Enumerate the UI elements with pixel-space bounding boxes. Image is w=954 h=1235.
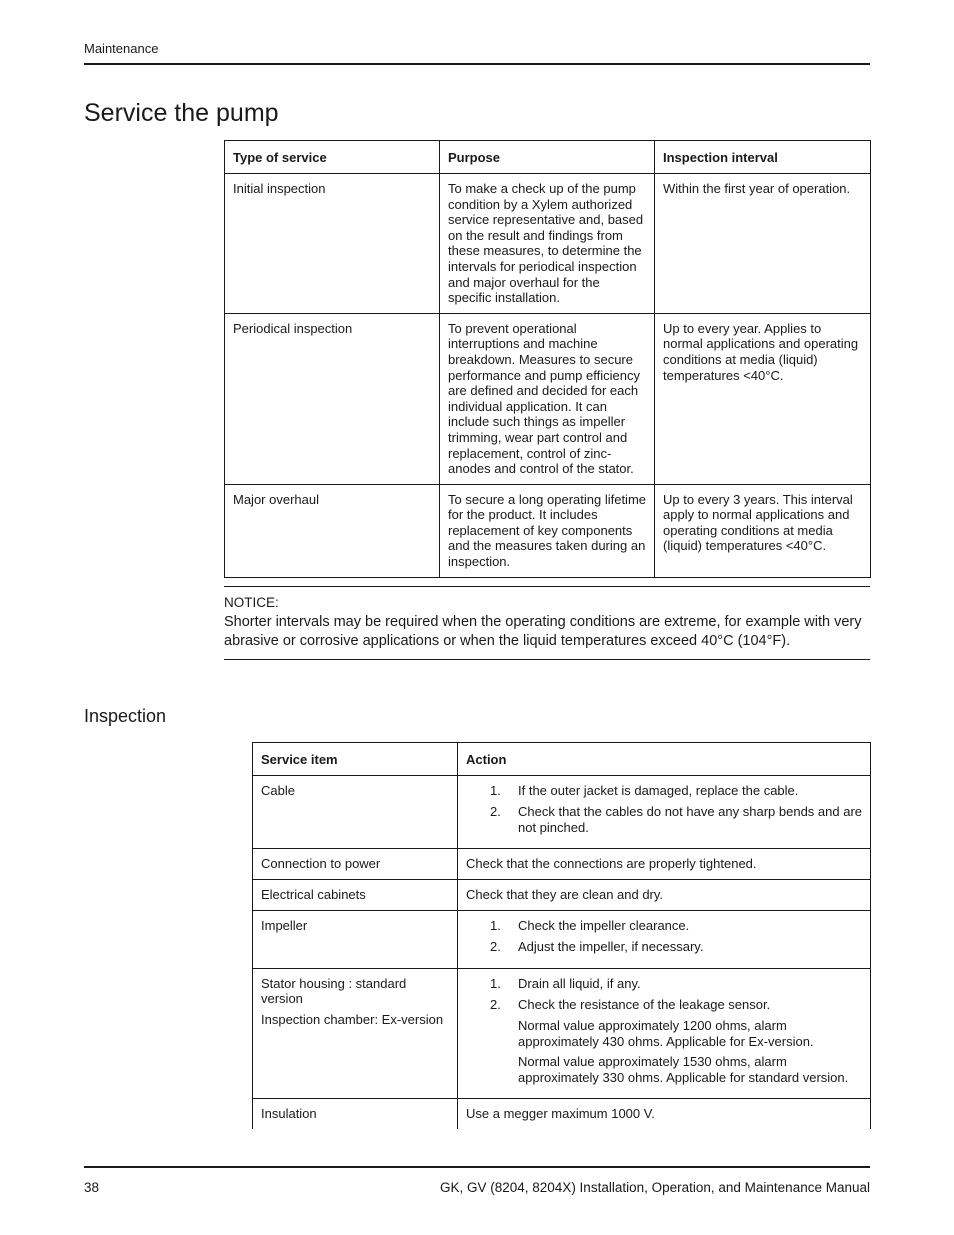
running-header: Maintenance — [84, 41, 159, 56]
action-cell — [458, 968, 871, 1099]
column-header: Inspection interval — [655, 141, 871, 174]
service-item-cell — [253, 910, 458, 968]
service-item-cell — [253, 1099, 458, 1129]
purpose-cell: To make a check up of the pump condition by a Xylem authorized service representative and, based on the result and findings from these measures, to determine the intervals for periodical inspection and major overhaul for the specific installation. — [440, 174, 655, 314]
action-step — [466, 997, 862, 1085]
table-header-row — [253, 743, 871, 776]
service-item-label: Electrical cabinets — [261, 886, 366, 902]
footer-title: GK, GV (8204, 8204X) Installation, Operation, and Maintenance Manual — [439, 1180, 870, 1195]
table-row — [225, 174, 871, 314]
service-item-label: Inspection chamber: Ex-version — [261, 1011, 444, 1027]
table-row — [253, 910, 871, 968]
action-cell: Check that they are clean and dry. — [458, 879, 871, 910]
section-heading-inspection: Inspection — [84, 706, 167, 726]
service-item-cell — [253, 849, 458, 880]
service-intervals-table — [224, 140, 871, 578]
service-item-label: Connection to power — [261, 856, 381, 872]
step-number: 2. — [490, 804, 501, 820]
action-step — [466, 976, 862, 992]
table-row — [225, 484, 871, 577]
column-header: Purpose — [440, 141, 655, 174]
notice-text: Shorter intervals may be required when the operating conditions are extreme, for example with very abrasive or corrosive applications or when the liquid temperatures exceed 40°C (104°F). — [224, 614, 862, 649]
action-cell — [458, 775, 871, 849]
notice-title: NOTICE: — [224, 595, 279, 610]
page-number: 38 — [84, 1180, 100, 1195]
interval-cell: Up to every 3 years. This interval apply to normal applications and operating conditions at media (liquid) temperatures <40°C. — [655, 484, 871, 577]
action-steps-list — [466, 976, 862, 1086]
table-row — [253, 879, 871, 910]
table-row — [253, 849, 871, 880]
action-steps-list — [466, 918, 862, 955]
step-number: 1. — [490, 917, 501, 933]
step-number: 2. — [490, 939, 501, 955]
page-title: Service the pump — [84, 99, 279, 127]
column-header: Type of service — [225, 141, 440, 174]
step-text: If the outer jacket is damaged, replace the cable. — [518, 782, 799, 798]
service-item-cell — [253, 775, 458, 849]
table-row — [225, 313, 871, 484]
action-cell: Check that the connections are properly tightened. — [458, 849, 871, 880]
step-text: Check the impeller clearance. — [518, 917, 690, 933]
step-number: 1. — [490, 782, 501, 798]
column-header: Action — [458, 743, 871, 776]
action-step — [466, 783, 862, 799]
interval-cell: Within the first year of operation. — [655, 174, 871, 314]
service-item-label: Insulation — [261, 1106, 317, 1122]
service-type-cell: Periodical inspection — [225, 313, 440, 484]
service-type-cell: Initial inspection — [225, 174, 440, 314]
step-note: Normal value approximately 1200 ohms, alarm approximately 430 ohms. Applicable for Ex-version. — [518, 1017, 814, 1049]
service-item-label: Impeller — [261, 917, 308, 933]
step-text: Check the resistance of the leakage sensor. — [518, 997, 771, 1013]
action-cell — [458, 910, 871, 968]
header-rule — [84, 63, 870, 65]
step-note: Normal value approximately 1530 ohms, alarm approximately 330 ohms. Applicable for standard version. — [518, 1054, 849, 1085]
table-row — [253, 1099, 871, 1129]
service-item-cell — [253, 968, 458, 1099]
footer-rule — [84, 1166, 870, 1168]
step-text: Check that the cables do not have any sharp bends and are not pinched. — [518, 804, 863, 835]
table-row — [253, 968, 871, 1099]
service-item-cell — [253, 879, 458, 910]
step-text: Drain all liquid, if any. — [518, 975, 641, 991]
purpose-cell: To secure a long operating lifetime for the product. It includes replacement of key components and the measures taken during an inspection. — [440, 484, 655, 577]
service-item-label: Cable — [261, 782, 295, 798]
action-step — [466, 918, 862, 934]
inspection-table — [252, 742, 871, 1129]
action-cell: Use a megger maximum 1000 V. — [458, 1099, 871, 1129]
table-row — [253, 775, 871, 849]
column-header: Service item — [253, 743, 458, 776]
action-step — [466, 939, 862, 955]
action-step — [466, 804, 862, 835]
service-item-label: Stator housing : standard version — [261, 975, 407, 1007]
step-number: 1. — [490, 975, 501, 991]
notice-box — [224, 586, 870, 660]
step-number: 2. — [490, 997, 501, 1013]
purpose-cell: To prevent operational interruptions and machine breakdown. Measures to secure performance and pump efficiency are defined and decided for each individual application. It can include such things as impeller trimming, wear part control and replacement, control of zinc-anodes and control of the stator. — [440, 313, 655, 484]
table-header-row — [225, 141, 871, 174]
step-text: Adjust the impeller, if necessary. — [518, 939, 704, 955]
interval-cell: Up to every year. Applies to normal applications and operating conditions at media (liquid) temperatures <40°C. — [655, 313, 871, 484]
service-type-cell: Major overhaul — [225, 484, 440, 577]
action-steps-list — [466, 783, 862, 836]
